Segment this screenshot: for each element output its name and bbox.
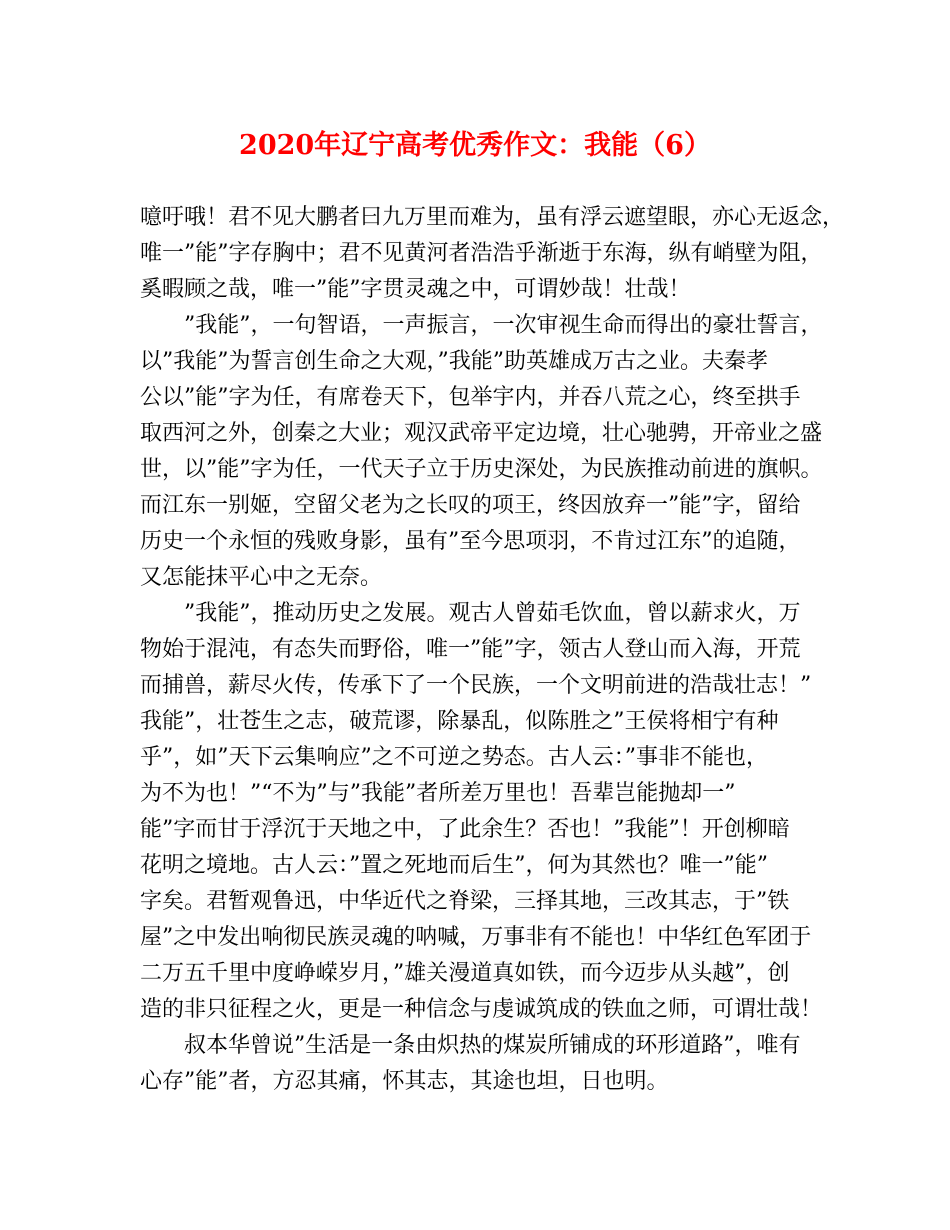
paragraph-3 <box>140 596 830 1028</box>
text-line: 唯一”能”字存胸中；君不见黄河者浩浩乎渐逝于东海，纵有峭壁为阻， <box>140 241 823 266</box>
text-line: 又怎能抹平心中之无奈。 <box>140 565 383 590</box>
text-line: 以”我能”为誓言创生命之大观，”我能”助英雄成万古之业。夫秦孝 <box>140 349 768 374</box>
text-line: 二万五千里中度峥嵘岁月，”雄关漫道真如铁，而今迈步从头越”，创 <box>140 961 790 986</box>
paragraph-4 <box>140 1028 830 1100</box>
text-line: 屋”之中发出响彻民族灵魂的呐喊，万事非有不能也！中华红色军团于 <box>140 925 812 950</box>
paragraph-2 <box>140 308 830 596</box>
text-line: 世，以”能”字为任，一代天子立于历史深处，为民族推动前进的旗帜。 <box>140 457 823 482</box>
text-line: 乎”，如”天下云集响应”之不可逆之势态。古人云：”事非不能也， <box>140 745 768 770</box>
text-line: 公以”能”字为任，有席卷天下，包举宇内，并吞八荒之心，终至拱手 <box>140 385 801 410</box>
text-line: 而捕兽，薪尽火传，传承下了一个民族，一个文明前进的浩哉壮志！” <box>140 673 812 698</box>
text-line: 而江东一别姬，空留父老为之长叹的项王，终因放弃一”能”字，留给 <box>140 493 801 518</box>
paragraph-1 <box>140 200 845 308</box>
document-title: 2020年辽宁高考优秀作文：我能（6） <box>239 130 711 161</box>
text-line: 能”字而甘于浮沉于天地之中，了此余生？否也！”我能”！开创柳暗 <box>140 817 790 842</box>
text-line: 奚暇顾之哉，唯一”能”字贯灵魂之中，可谓妙哉！壮哉！ <box>140 277 691 302</box>
text-line: 心存”能”者，方忍其痛，怀其志，其途也坦，日也明。 <box>140 1069 669 1094</box>
text-line: 叔本华曾说”生活是一条由炽热的煤炭所铺成的环形道路”，唯有 <box>184 1033 801 1058</box>
text-line: 我能”，壮苍生之志，破荒谬，除暴乱，似陈胜之”王侯将相宁有种 <box>140 709 779 734</box>
text-line: 为不为也！”“不为”与”我能”者所差万里也！吾辈岂能抛却一” <box>140 781 736 806</box>
text-line: 字矣。君暂观鲁迅，中华近代之脊梁，三择其地，三改其志，于”铁 <box>140 889 790 914</box>
text-line: 造的非只征程之火，更是一种信念与虔诚筑成的铁血之师，可谓壮哉！ <box>140 997 823 1022</box>
text-line: 物始于混沌，有态失而野俗，唯一”能”字，领古人登山而入海，开荒 <box>140 637 801 662</box>
text-line: ”我能”，一句智语，一声振言，一次审视生命而得出的豪壮誓言， <box>184 313 823 338</box>
document-body <box>140 200 845 1100</box>
text-line: 花明之境地。古人云：”置之死地而后生”，何为其然也？唯一”能” <box>140 853 768 878</box>
text-line: 取西河之外，创秦之大业；观汉武帝平定边境，壮心驰骋，开帝业之盛 <box>140 421 823 446</box>
text-line: ”我能”，推动历史之发展。观古人曾茹毛饮血，曾以薪求火，万 <box>184 601 801 626</box>
text-line: 噫吁哦！君不见大鹏者曰九万里而难为，虽有浮云遮望眼，亦心无返念， <box>140 205 845 230</box>
text-line: 历史一个永恒的残败身影，虽有”至今思项羽，不肯过江东”的追随， <box>140 529 801 554</box>
